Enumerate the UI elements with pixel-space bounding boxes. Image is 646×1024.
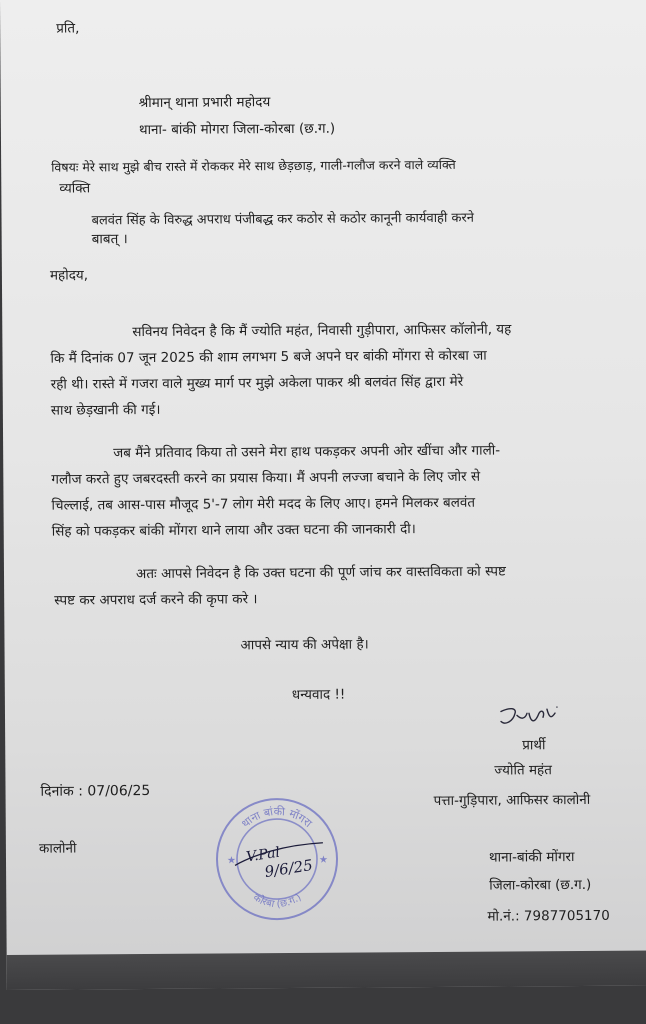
table-surface <box>7 950 646 990</box>
paragraph-1-line-3: रही थी। रास्ते में गजरा वाले मुख्य मार्ग पर मुझे अकेला पाकर श्री बलवंत सिंह द्वारा मेरे <box>50 373 464 393</box>
paragraph-1-line-1: सविनय निवेदन है कि मैं ज्योति महंत, निवासी गुड़ीपारा, आफिसर कॉलोनी, यह <box>132 321 512 341</box>
colony-label: कालोनी <box>38 840 77 857</box>
paragraph-1-line-2: कि मैं दिनांक 07 जून 2025 की शाम लगभग 5 बजे अपने घर बांकी मोंगरा से कोरबा जा <box>50 347 487 367</box>
sender-title: प्रार्थी <box>522 737 546 754</box>
paragraph-2 <box>51 438 501 545</box>
paragraph-3 <box>54 558 506 613</box>
seal-star-right: ★ <box>318 854 329 866</box>
subject-line-1: विषयः मेरे साथ मुझे बीच रास्ते में रोककर मेरे साथ छेड़छाड़, गाली-गलौज करने वाले व्यक्ति <box>51 156 456 175</box>
paragraph-1 <box>50 316 512 423</box>
paragraph-2-line-2: गलौज करते हुए जबरदस्ती करने का प्रयास किया। मैं अपनी लज्जा बचाने के लिए जोर से <box>51 468 481 488</box>
salutation-to: प्रति, <box>56 20 80 37</box>
paragraph-1-line-4: साथ छेड़खानी की गई। <box>50 401 161 419</box>
subject-line-4: बाबत् । <box>91 231 128 248</box>
police-seal <box>213 795 342 924</box>
addressee-line-1: श्रीमान् थाना प्रभारी महोदय <box>138 94 271 112</box>
seal-top-text: थाना बांकी मोंगरा <box>239 804 315 831</box>
sender-mobile: मो.नं.: 7987705170 <box>487 907 610 925</box>
addressee-line-2: थाना- बांकी मोगरा जिला-कोरबा (छ.ग.) <box>138 120 336 139</box>
seal-star-left: ★ <box>226 855 237 867</box>
seal-bottom-text: कोरबा (छ.ग.) <box>251 892 304 911</box>
paragraph-2-line-3: चिल्लाई, तब आस-पास मौजूद 5'-7 लोग मेरी मदद के लिए आए। हमने मिलकर बलवंत <box>51 494 476 514</box>
sender-thana: थाना-बांकी मोंगरा <box>488 849 575 866</box>
closing-thanks: धन्यवाद !! <box>291 686 346 703</box>
greeting: महोदय, <box>49 267 89 284</box>
closing-justice: आपसे न्याय की अपेक्षा है। <box>240 636 369 654</box>
sender-address: पत्ता-गुड़िपारा, आफिसर कालोनी <box>433 791 591 809</box>
paragraph-3-line-2: स्पष्ट कर अपराध दर्ज करने की कृपा करे । <box>54 591 258 609</box>
paragraph-2-line-4: सिंह को पकड़कर बांकी मोंगरा थाने लाया और उक्त घटना की जानकारी दी। <box>51 521 416 540</box>
signature-text <box>549 728 550 729</box>
sender-district: जिला-कोरबा (छ.ग.) <box>489 876 592 894</box>
subject-line-3: बलवंत सिंह के विरुद्ध अपराध पंजीबद्ध कर कठोर से कठोर कानूनी कार्यवाही करने <box>91 210 475 229</box>
seal-initials: V.Pal <box>245 844 281 866</box>
subject-line-2: व्यक्ति <box>59 180 91 197</box>
signature-mark <box>495 703 575 732</box>
letter-date: दिनांक : 07/06/25 <box>40 782 151 800</box>
seal-date: 9/6/25 <box>263 856 314 881</box>
sender-name: ज्योति महंत <box>494 762 552 779</box>
paragraph-2-line-1: जब मैंने प्रतिवाद किया तो उसने मेरा हाथ पकड़कर अपनी ओर खींचा और गाली- <box>113 442 501 462</box>
paragraph-3-line-1: अतः आपसे निवेदन है कि उक्त घटना की पूर्ण जांच कर वास्तविकता को स्पष्ट <box>135 563 506 583</box>
